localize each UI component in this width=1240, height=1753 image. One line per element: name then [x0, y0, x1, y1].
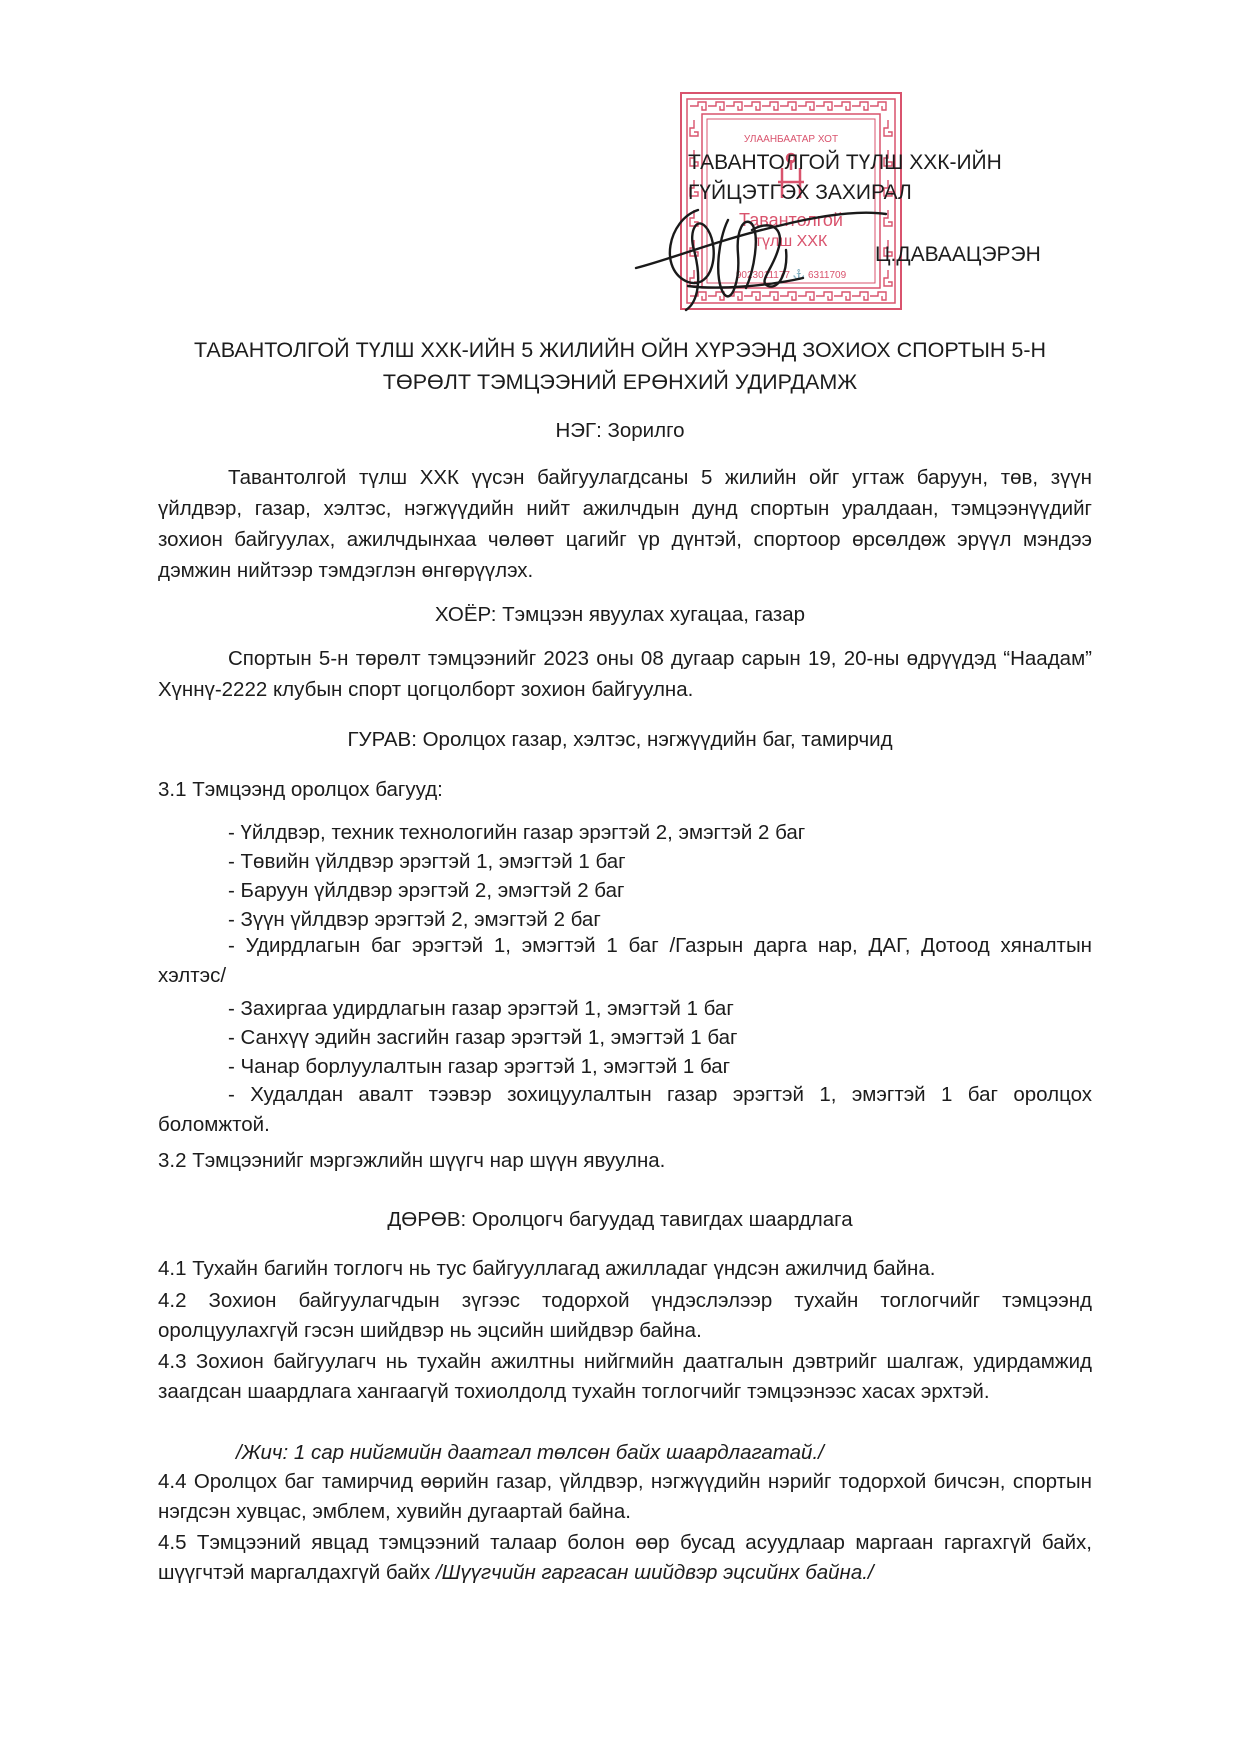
seal-registry-text: 9023011177 ⚓ 6311709: [735, 270, 847, 281]
requirement-note: /Жич: 1 сар нийгмийн даатгал төлсөн байх шаардлагатай./: [236, 1441, 824, 1464]
section-3-heading: ГУРАВ: Оролцох газар, хэлтэс, нэгжүүдийн баг, тамирчид: [347, 728, 893, 751]
section-4-heading: ДӨРӨВ: Оролцогч багуудад тавигдах шаардлага: [387, 1208, 853, 1231]
requirement-4-5-italic-note: /Шүүгчийн гаргасан шийдвэр эцсийнх байна./: [435, 1561, 874, 1584]
team-list-item: - Үйлдвэр, техник технологийн газар эрэгтэй 2, эмэгтэй 2 баг: [228, 821, 806, 844]
requirement-4-2: 4.2 Зохион байгуулагчдын зүгээс тодорхой үндэслэлээр тухайн тоглогчийг тэмцээнд оролцуулахгүй гэсэн шийдвэр нь эцсийн шийдвэр байна.: [158, 1289, 1092, 1342]
requirement-4-5: [158, 1528, 1092, 1588]
section-3-referees: 3.2 Тэмцээнийг мэргэжлийн шүүгч нар шүүн явуулна.: [158, 1149, 666, 1172]
signer-name: Ц.ДАВААЦЭРЭН: [875, 243, 1041, 266]
team-list-item: - Захиргаа удирдлагын газар эрэгтэй 1, эмэгтэй 1 баг: [228, 997, 734, 1020]
section-1-body: [158, 462, 1092, 586]
team-list-item: - Санхүү эдийн засгийн газар эрэгтэй 1, эмэгтэй 1 баг: [228, 1026, 738, 1049]
team-list-item: - Баруун үйлдвэр эрэгтэй 2, эмэгтэй 2 баг: [228, 879, 625, 902]
approval-organization: ТАВАНТОЛГОЙ ТҮЛШ ХХК-ИЙН: [688, 151, 1002, 174]
section-1-paragraph: Тавантолгой түлш ХХК үүсэн байгуулагдсаны 5 жилийн ойг угтаж баруун, төв, зүүн үйлдвэр, газар, хэлтэс, нэгжүүдийн нийт ажилчдын дунд спортын уралдаан, тэмцээнүүдийг зохион байгуулах, ажилчдынхаа чөлөөт цагийг үр дүнтэй, спортоор өрсөлдөж эрүүл мэндээ дэмжин нийтээр тэмдэглэн өнгөрүүлэх.: [158, 466, 1092, 582]
section-2-paragraph: Спортын 5-н төрөлт тэмцээнийг 2023 оны 08 дугаар сарын 19, 20-ны өдрүүдэд “Наадам” Хүннү-2222 клубын спорт цогцолборт зохион байгуулна.: [158, 647, 1092, 701]
team-list-item: - Чанар борлуулалтын газар эрэгтэй 1, эмэгтэй 1 баг: [228, 1055, 731, 1078]
seal-city-text: УЛААНБААТАР ХОТ: [743, 134, 839, 145]
team-list-item: - Зүүн үйлдвэр эрэгтэй 2, эмэгтэй 2 баг: [228, 908, 601, 931]
approval-position: ГҮЙЦЭТГЭХ ЗАХИРАЛ: [688, 181, 912, 204]
handwritten-signature: [628, 190, 890, 320]
requirement-4-1: 4.1 Тухайн багийн тоглогч нь тус байгууллагад ажилладаг үндсэн ажилчид байна.: [158, 1257, 936, 1280]
team-list-item: - Удирдлагын баг эрэгтэй 1, эмэгтэй 1 баг /Газрын дарга нар, ДАГ, Дотоод хяналтын хэлтэс/: [158, 934, 1092, 987]
document-title: [100, 334, 1140, 398]
title-line-1: ТАВАНТОЛГОЙ ТҮЛШ ХХК-ИЙН 5 ЖИЛИЙН ОЙН ХҮРЭЭНД ЗОХИОХ СПОРТЫН 5-Н: [193, 338, 1047, 362]
seal-company-line2: түлш ХХК: [754, 233, 828, 250]
requirement-4-4: 4.4 Оролцох баг тамирчид өөрийн газар, үйлдвэр, нэгжүүдийн нэрийг тодорхой бичсэн, спортын нэгдсэн хувцас, эмблем, хувийн дугаартай байна.: [158, 1470, 1092, 1523]
title-line-2: ТӨРӨЛТ ТЭМЦЭЭНИЙ ЕРӨНХИЙ УДИРДАМЖ: [382, 370, 858, 394]
requirement-4-5-text: 4.5 Тэмцээний явцад тэмцээний талаар болон өөр бусад асуудлаар маргаан гаргахгүй байх, шүүгчтэй маргалдахгүй байх: [158, 1531, 1092, 1584]
requirement-4-3: 4.3 Зохион байгуулагч нь тухайн ажилтны нийгмийн даатгалын дэвтрийг шалгаж, удирдамжид заагдсан шаардлага хангаагүй тохиолдолд тухайн тоглогчийг тэмцээнээс хасах эрхтэй.: [158, 1350, 1092, 1403]
section-3-subheading-teams: 3.1 Тэмцээнд оролцох багууд:: [158, 778, 443, 801]
team-list-item: - Худалдан авалт тээвэр зохицуулалтын газар эрэгтэй 1, эмэгтэй 1 баг оролцох боломжтой.: [158, 1083, 1092, 1136]
seal-company-line1: Тавантолгой: [739, 210, 843, 230]
team-list-item: - Төвийн үйлдвэр эрэгтэй 1, эмэгтэй 1 баг: [228, 850, 626, 873]
section-1-heading: НЭГ: Зорилго: [555, 419, 685, 442]
section-2-body: [158, 643, 1092, 705]
section-2-heading: ХОЁР: Тэмцээн явуулах хугацаа, газар: [434, 603, 806, 626]
